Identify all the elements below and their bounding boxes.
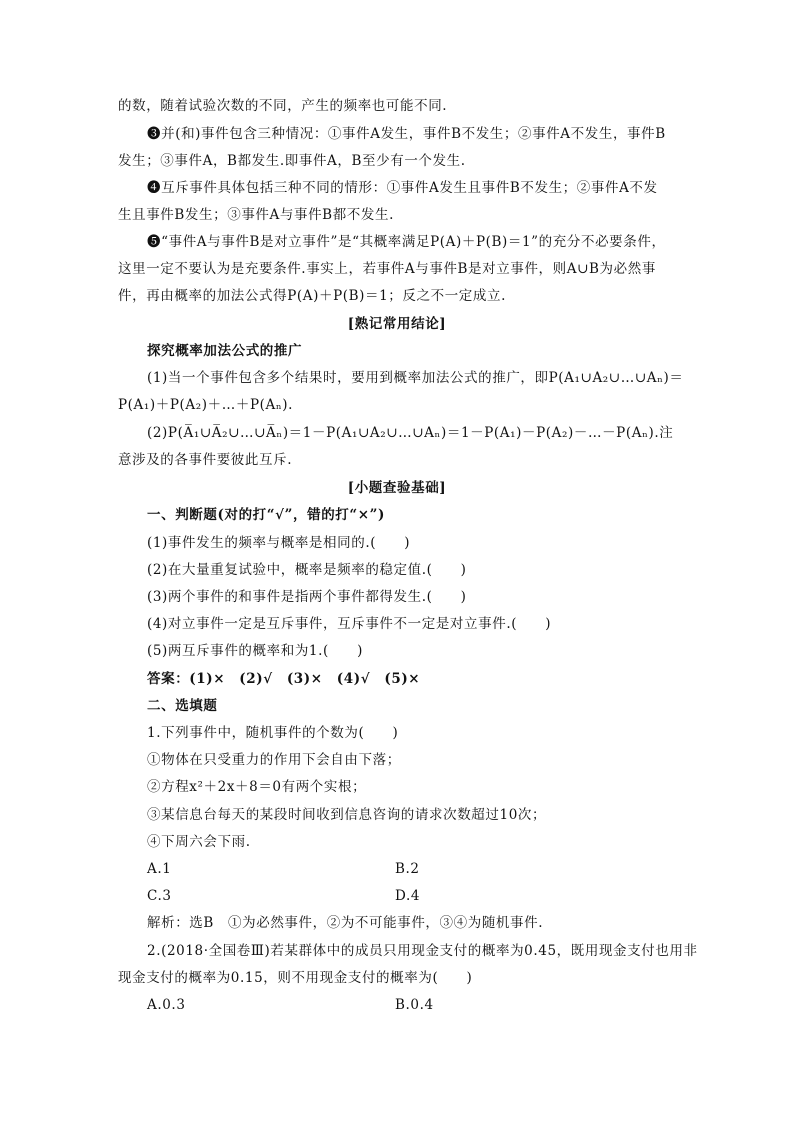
choice-b: B.2 xyxy=(395,861,420,877)
judge-item: (5)两互斥事件的概率和为1.( ) xyxy=(147,643,363,659)
section-heading: [熟记常用结论] xyxy=(347,316,447,332)
choice-a: A.1 xyxy=(147,861,172,877)
text-line: 现金支付的概率为0.15，则不用现金支付的概率为( ) xyxy=(118,970,473,986)
judge-item: (2)在大量重复试验中，概率是频率的稳定值.( ) xyxy=(147,562,467,578)
choice-b: B.0.4 xyxy=(395,997,434,1013)
question-2: 2.(2018·全国卷Ⅲ)若某群体中的成员只用现金支付的概率为0.45，既用现金支付也用非 xyxy=(147,943,698,959)
question-group-title: 二、选填题 xyxy=(147,698,218,714)
question-option: ①物体在只受重力的作用下会自由下落； xyxy=(147,752,401,768)
answer-line: 答案：(1)× (2)√ (3)× (4)√ (5)× xyxy=(147,671,421,687)
text-line: 件，再由概率的加法公式得P(A)＋P(B)＝1；反之不一定成立. xyxy=(118,288,506,304)
formula-item-2: (2)P(A̅₁∪A̅₂∪…∪A̅ₙ)＝1－P(A₁∪A₂∪…∪Aₙ)＝1－P(A₁)－P(A₂)－…－P(Aₙ).注 xyxy=(147,425,674,441)
subsection-title: 探究概率加法公式的推广 xyxy=(147,343,303,359)
note-3: ❸并(和)事件包含三种情况：①事件A发生，事件B不发生；②事件A不发生，事件B xyxy=(147,126,666,142)
choice-a: A.0.3 xyxy=(147,997,186,1013)
text-line: 生且事件B发生；③事件A与事件B都不发生. xyxy=(118,207,394,223)
question-1: 1.下列事件中，随机事件的个数为( ) xyxy=(147,725,399,741)
note-4: ❹互斥事件具体包括三种不同的情形：①事件A发生且事件B不发生；②事件A不发 xyxy=(147,180,658,196)
question-group-title: 一、判断题(对的打“√”，错的打“×”) xyxy=(147,507,386,523)
question-option: ②方程x²＋2x＋8＝0有两个实根； xyxy=(147,779,367,795)
choice-d: D.4 xyxy=(395,888,421,904)
text-line: 的数，随着试验次数的不同，产生的频率也可能不同. xyxy=(118,98,448,114)
section-heading: [小题查验基础] xyxy=(347,480,447,496)
note-5: ❺“事件A与事件B是对立事件”是“其概率满足P(A)＋P(B)＝1”的充分不必要条件， xyxy=(147,234,666,250)
text-line: 这里一定不要认为是充要条件.事实上，若事件A与事件B是对立事件，则A∪B为必然事 xyxy=(118,261,656,277)
judge-item: (3)两个事件的和事件是指两个事件都得发生.( ) xyxy=(147,589,467,605)
solution-line: 解析：选B ①为必然事件，②为不可能事件，③④为随机事件. xyxy=(147,915,544,931)
judge-item: (4)对立事件一定是互斥事件，互斥事件不一定是对立事件.( ) xyxy=(147,616,552,632)
text-line: P(A₁)＋P(A₂)＋…＋P(Aₙ). xyxy=(118,397,294,413)
formula-item-1: (1)当一个事件包含多个结果时，要用到概率加法公式的推广，即P(A₁∪A₂∪…∪Aₙ)＝ xyxy=(147,370,684,386)
text-line: 意涉及的各事件要彼此互斥. xyxy=(118,452,293,468)
choice-c: C.3 xyxy=(147,888,172,904)
question-option: ③某信息台每天的某段时间收到信息咨询的请求次数超过10次； xyxy=(147,807,547,823)
question-option: ④下周六会下雨. xyxy=(147,834,251,850)
judge-item: (1)事件发生的频率与概率是相同的.( ) xyxy=(147,535,411,551)
text-line: 发生；③事件A，B都发生.即事件A，B至少有一个发生. xyxy=(118,153,466,169)
